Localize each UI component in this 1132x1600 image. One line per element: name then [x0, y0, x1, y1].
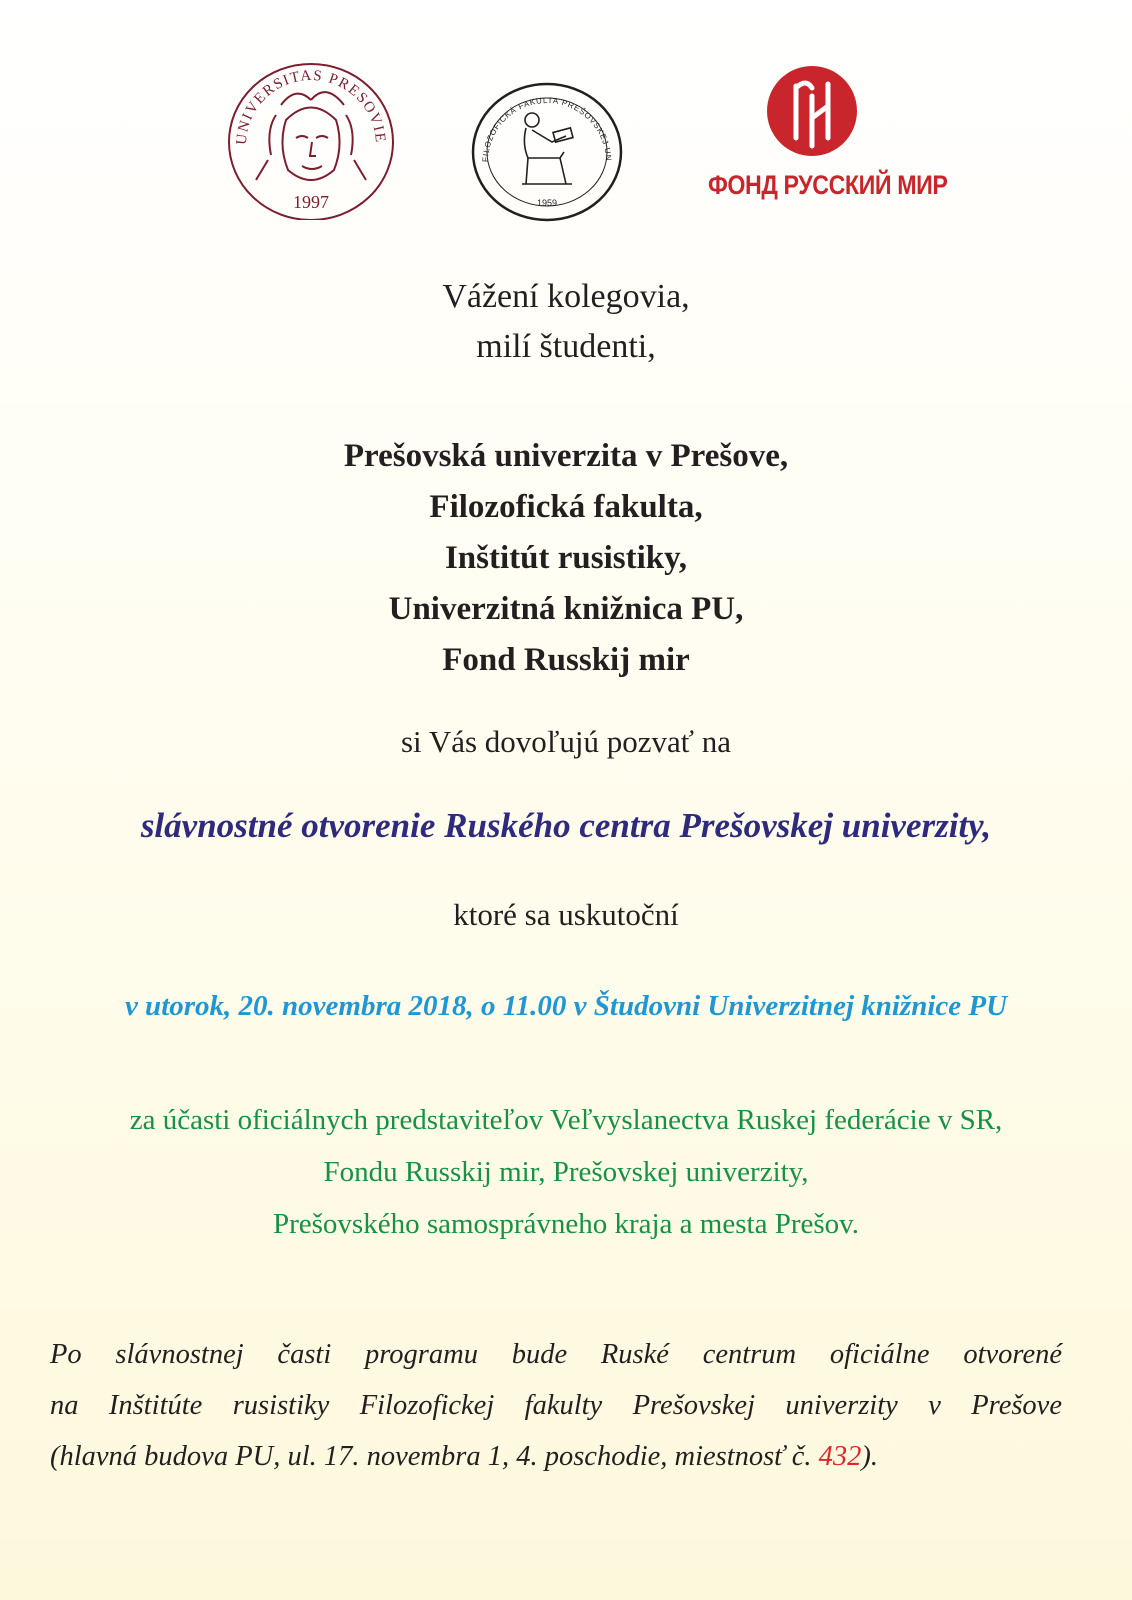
- closing-line-1: Po slávnostnej časti programu bude Ruské centrum oficiálne otvorené: [50, 1339, 1062, 1370]
- guests-line: za účasti oficiálnych predstaviteľov Veľvyslanectva Ruskej federácie v SR,: [129, 1104, 1003, 1136]
- organizer-line: Prešovská univerzita v Prešove,: [343, 438, 789, 474]
- closing-line-3-end: ).: [861, 1441, 879, 1472]
- logo-row: [0, 60, 1132, 230]
- event-title: slávnostné otvorenie Ruského centra Prešovskej univerzity,: [140, 806, 992, 845]
- greeting-line-2: milí študenti,: [476, 328, 656, 365]
- university-seal-icon: [226, 60, 396, 220]
- russkiy-mir-label: ФОНД РУССКИЙ МИР: [708, 170, 948, 200]
- closing-line-3-text: (hlavná budova PU, ul. 17. novembra 1, 4. poschodie, miestnosť č.: [50, 1441, 819, 1472]
- faculty-seal-year: 1959: [536, 198, 558, 208]
- svg-text:FILOZOFICKÁ FAKULTA PREŠOVSKEJ: [470, 82, 613, 162]
- greeting-line-1: Vážení kolegovia,: [442, 278, 690, 315]
- organizer-line: Inštitút rusistiky,: [444, 540, 688, 576]
- guests-line: Fondu Russkij mir, Prešovskej univerzity,: [323, 1156, 809, 1188]
- event-date-place: v utorok, 20. novembra 2018, o 11.00 v Študovni Univerzitnej knižnice PU: [124, 990, 1008, 1022]
- russkiy-mir-icon: [708, 66, 952, 206]
- room-number: 432: [818, 1441, 862, 1472]
- invite-line: si Vás dovoľujú pozvať na: [400, 724, 732, 759]
- closing-paragraph: [50, 1336, 1062, 1476]
- closing-line-3: [50, 1438, 1062, 1476]
- organizer-line: Univerzitná knižnica PU,: [388, 591, 744, 627]
- faculty-seal-icon: [470, 82, 624, 222]
- which-line: ktoré sa uskutoční: [453, 897, 679, 932]
- guests-line: Prešovského samosprávneho kraja a mesta Prešov.: [272, 1208, 860, 1240]
- university-seal-ring-text: UNIVERSITAS PRESOVIE: [233, 67, 389, 146]
- faculty-seal-ring-text: FILOZOFICKÁ FAKULTA PREŠOVSKEJ UN: [480, 95, 614, 163]
- organizer-line: Filozofická fakulta,: [429, 489, 703, 525]
- svg-text:UNIVERSITAS PRESOVIENSIS: [226, 60, 388, 145]
- closing-line-2: na Inštitúte rusistiky Filozofickej fakulty Prešovskej univerzity v Prešove: [50, 1390, 1062, 1421]
- organizer-line: Fond Russkij mir: [442, 642, 690, 678]
- university-seal-year: 1997: [293, 192, 329, 212]
